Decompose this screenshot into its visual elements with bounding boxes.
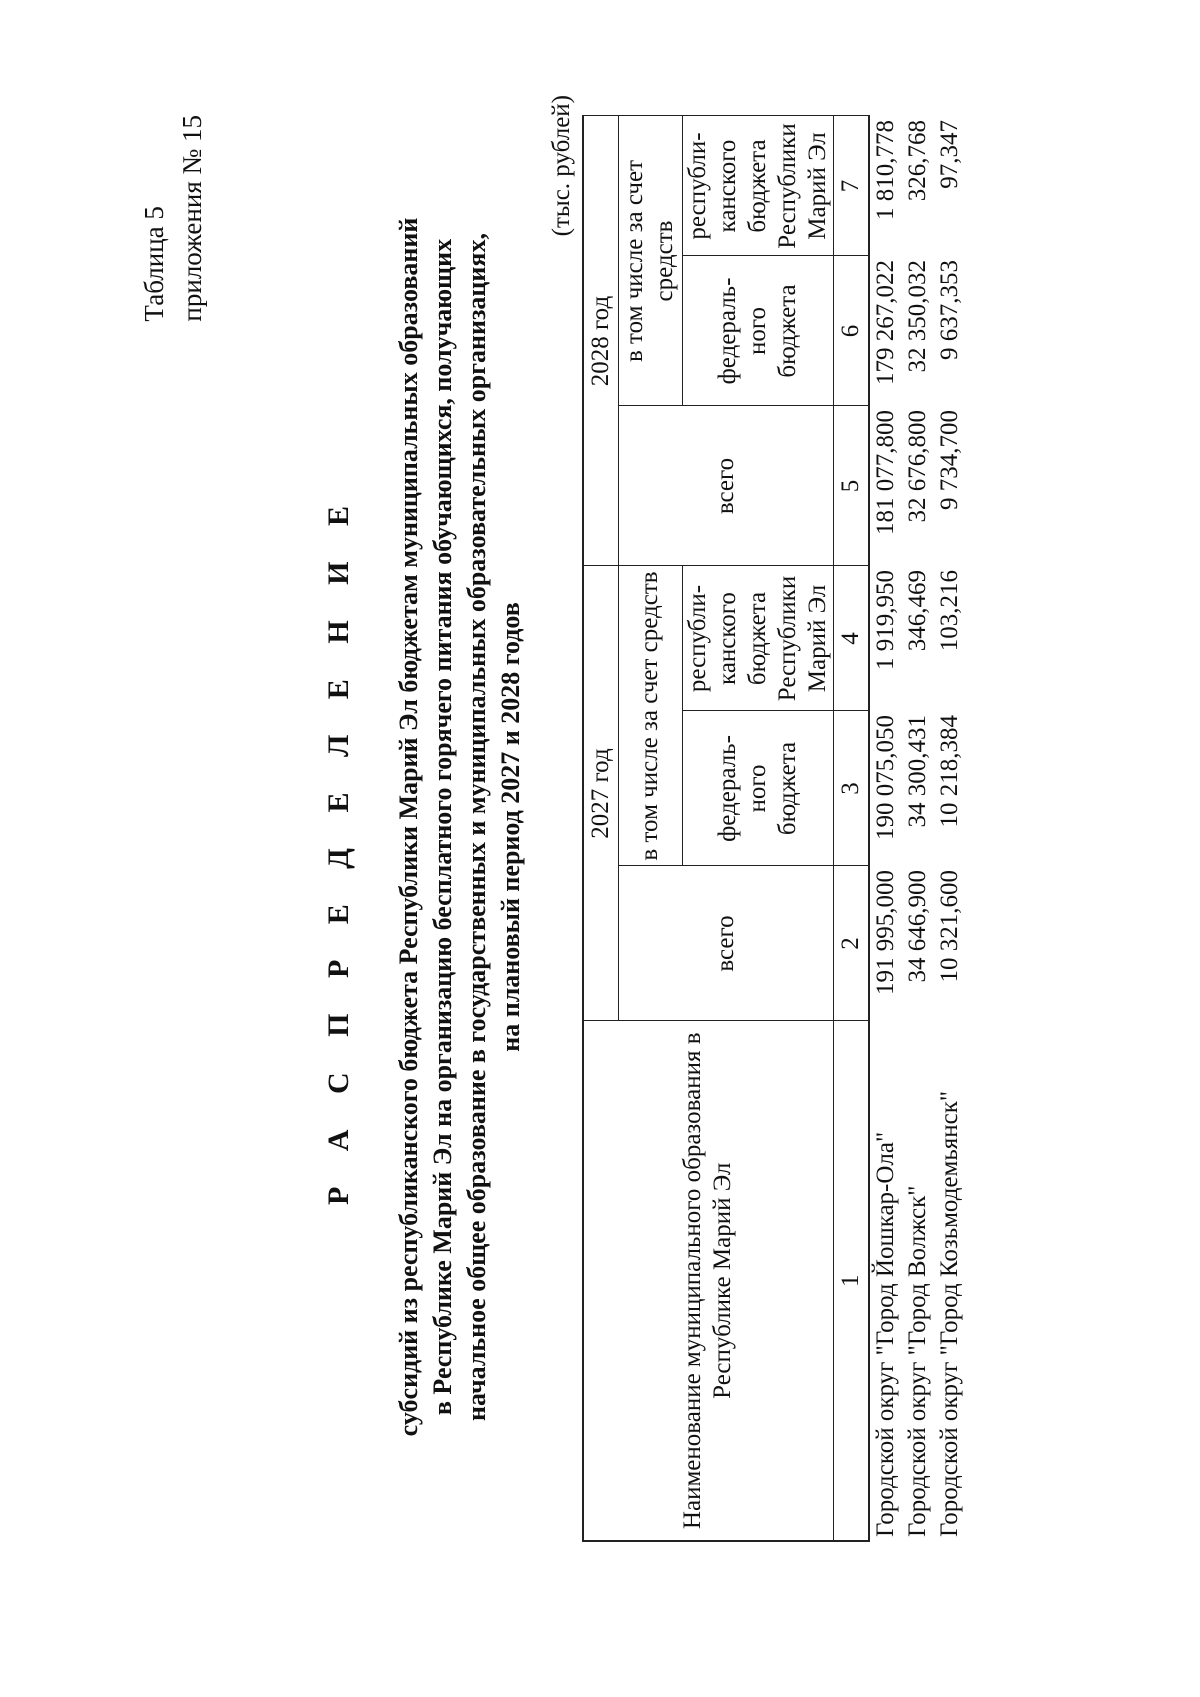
header-total-2028: всего xyxy=(618,406,833,566)
header-total-2027: всего xyxy=(618,866,833,1021)
table-number: Таблица 5 xyxy=(139,206,169,322)
appendix-number: приложения № 15 xyxy=(177,115,207,322)
column-number: 7 xyxy=(833,116,869,256)
value-cell: 346,469 xyxy=(903,570,931,652)
subtitle-line: начальное общее образование в государственных и муниципальных образовательных организациях, xyxy=(462,233,491,1421)
header-year-2028: 2028 год xyxy=(583,116,618,566)
column-number: 1 xyxy=(833,1021,869,1541)
value-cell: 1 810,778 xyxy=(871,120,899,220)
municipality-name: Городской округ "Город Йошкар-Ола" xyxy=(871,1131,899,1537)
value-cell: 190 075,050 xyxy=(871,715,899,840)
value-cell: 179 267,022 xyxy=(871,260,899,385)
header-including-2027: в том числе за счет средств xyxy=(618,566,682,866)
column-number: 5 xyxy=(833,406,869,566)
document-subtitle xyxy=(392,117,528,1537)
header-municipality: Наименование муниципального образования в Республике Марий Эл xyxy=(583,1021,833,1541)
value-cell: 34 300,431 xyxy=(903,715,931,828)
header-including-2028: в том числе за счет средств xyxy=(618,116,682,406)
header-republic-2028: республи-канского бюджета Республики Марий Эл xyxy=(682,116,833,256)
header-federal-2028: федераль-ного бюджета xyxy=(682,256,833,406)
table-row xyxy=(934,116,966,1541)
units-label: (тыс. рублей) xyxy=(548,95,575,237)
table-row xyxy=(902,116,934,1541)
table-reference xyxy=(135,115,211,322)
value-cell: 10 218,384 xyxy=(935,715,963,828)
document-title: Р А С П Р Е Д Е Л Е Н И Е xyxy=(322,491,355,1206)
column-number: 2 xyxy=(833,866,869,1021)
value-cell: 181 077,800 xyxy=(871,410,899,535)
municipality-name: Городской округ "Город Волжск" xyxy=(903,1185,931,1537)
header-year-2027: 2027 год xyxy=(583,566,618,1021)
value-cell: 32 676,800 xyxy=(903,410,931,523)
column-number: 6 xyxy=(833,256,869,406)
value-cell: 32 350,032 xyxy=(903,260,931,373)
column-number: 3 xyxy=(833,711,869,866)
distribution-table xyxy=(582,116,966,1543)
value-cell: 9 734,700 xyxy=(935,410,963,510)
header-federal-2027: федераль-ного бюджета xyxy=(682,711,833,866)
subtitle-line: субсидий из республиканского бюджета Республики Марий Эл бюджетам муниципальных образований xyxy=(394,217,423,1437)
municipality-name: Городской округ "Город Козьмодемьянск" xyxy=(935,1090,963,1537)
value-cell: 34 646,900 xyxy=(903,870,931,983)
header-republic-2027: республи-канского бюджета Республики Марий Эл xyxy=(682,566,833,711)
value-cell: 10 321,600 xyxy=(935,870,963,983)
value-cell: 326,768 xyxy=(903,120,931,202)
subtitle-line: на плановый период 2027 и 2028 годов xyxy=(496,602,525,1052)
value-cell: 9 637,353 xyxy=(935,260,963,360)
column-number: 4 xyxy=(833,566,869,711)
subtitle-line: в Республике Марий Эл на организацию бесплатного горячего питания обучающихся, получающих xyxy=(428,238,457,1416)
value-cell: 1 919,950 xyxy=(871,570,899,670)
value-cell: 97,347 xyxy=(935,120,963,189)
table-row xyxy=(869,116,902,1541)
value-cell: 103,216 xyxy=(935,570,963,652)
value-cell: 191 995,000 xyxy=(871,870,899,995)
